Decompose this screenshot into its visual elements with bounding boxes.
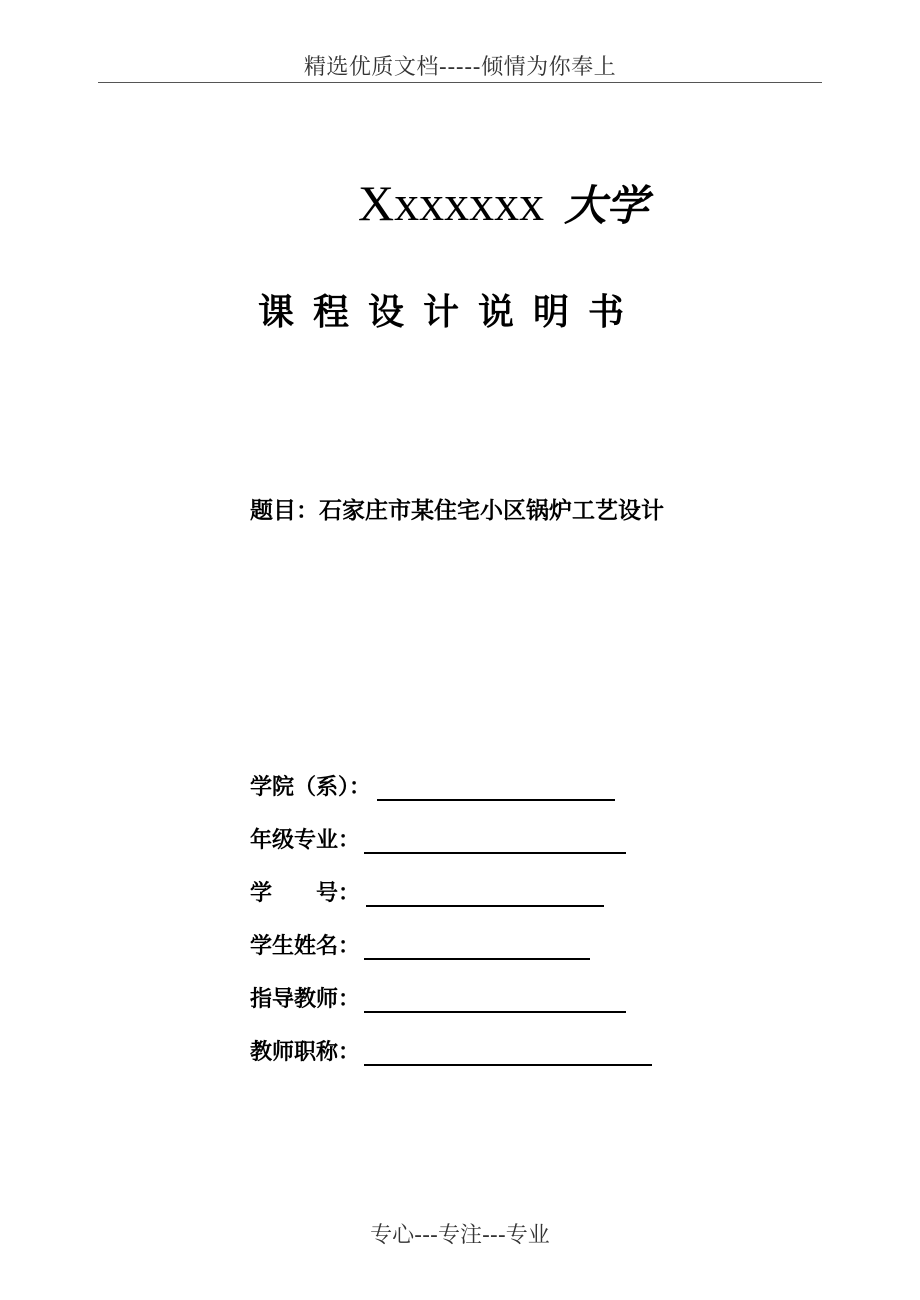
form-label-student-id: 学 号： bbox=[250, 881, 361, 906]
header-divider bbox=[98, 82, 822, 83]
form-blank-advisor[interactable] bbox=[364, 987, 626, 1013]
university-name bbox=[358, 175, 649, 231]
form-row-advisor bbox=[250, 982, 626, 1016]
form-row-student-id bbox=[250, 876, 604, 910]
form-label-student-name: 学生姓名： bbox=[250, 934, 361, 959]
form-row-advisor-title bbox=[250, 1035, 652, 1069]
form-row-student-name bbox=[250, 929, 590, 963]
form-blank-student-id[interactable] bbox=[366, 881, 604, 907]
document-title: 课程设计说明书 bbox=[258, 292, 644, 333]
form-blank-advisor-title[interactable] bbox=[364, 1040, 652, 1066]
university-name-latin: Xxxxxxx bbox=[358, 175, 545, 231]
form-blank-student-name[interactable] bbox=[364, 934, 590, 960]
form-label-advisor: 指导教师： bbox=[250, 987, 361, 1012]
header-text: 精选优质文档-----倾情为你奉上 bbox=[303, 55, 617, 80]
university-name-cjk: 大学 bbox=[564, 181, 649, 230]
form-label-college: 学院（系）： bbox=[250, 775, 372, 800]
subject-line: 题目：石家庄市某住宅小区锅炉工艺设计 bbox=[250, 498, 664, 524]
form-row-college bbox=[250, 770, 615, 804]
page-footer: 专心---专注---专业 bbox=[370, 1223, 550, 1248]
form-blank-college[interactable] bbox=[377, 775, 615, 801]
form-label-advisor-title: 教师职称： bbox=[250, 1040, 361, 1065]
form-label-major: 年级专业： bbox=[250, 828, 361, 853]
form-row-major bbox=[250, 823, 626, 857]
form-blank-major[interactable] bbox=[364, 828, 626, 854]
